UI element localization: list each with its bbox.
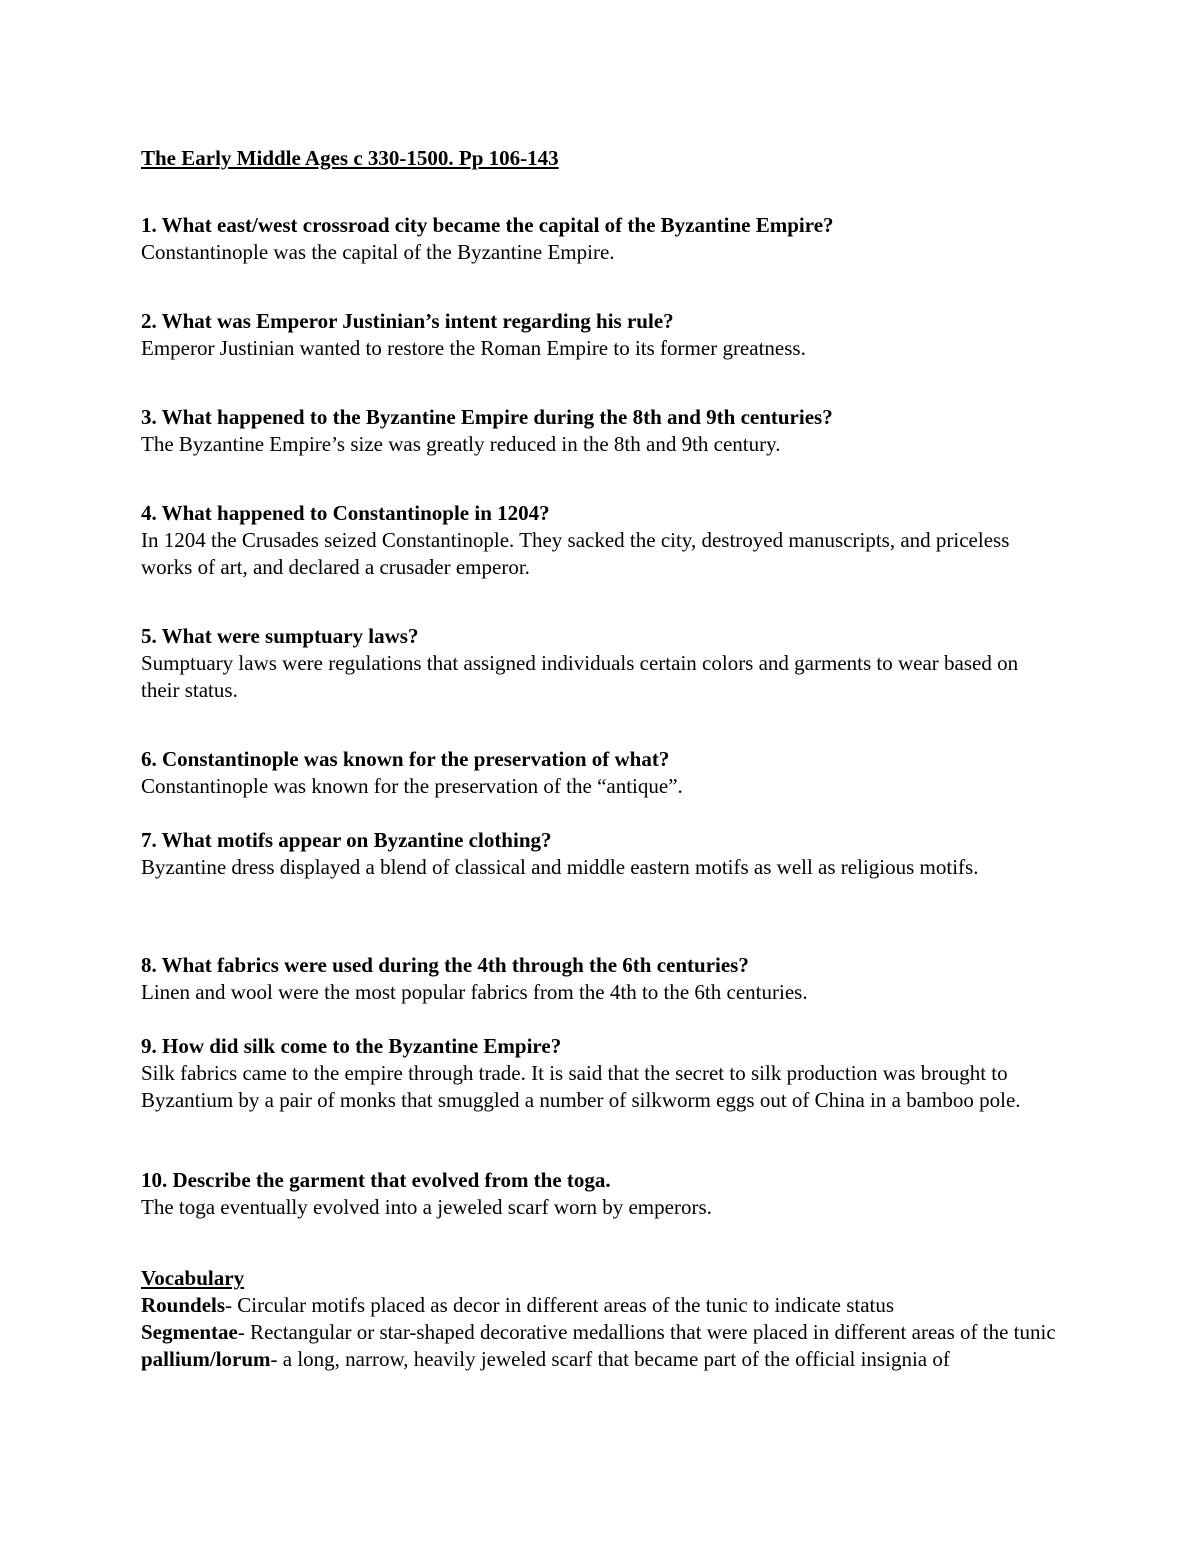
question-text: 4. What happened to Constantinople in 1204? [141,501,550,525]
vocabulary-definition: - a long, narrow, heavily jeweled scarf that became part of the official insignia of [270,1347,950,1371]
answer-text: Linen and wool were the most popular fabrics from the 4th to the 6th centuries. [141,980,808,1004]
question-text: 3. What happened to the Byzantine Empire during the 8th and 9th centuries? [141,405,833,429]
question-text: 10. Describe the garment that evolved from the toga. [141,1168,611,1192]
vocabulary-term: Roundels [141,1293,226,1317]
answer-text: Byzantine dress displayed a blend of classical and middle eastern motifs as well as religious motifs. [141,855,979,879]
question-block-9 [141,1033,1061,1114]
vocabulary-definition: - Circular motifs placed as decor in different areas of the tunic to indicate status [225,1293,895,1317]
question-text: 8. What fabrics were used during the 4th through the 6th centuries? [141,953,749,977]
vocabulary-entry [141,1346,1061,1373]
question-block-2 [141,308,1061,362]
answer-text: In 1204 the Crusades seized Constantinople. They sacked the city, destroyed manuscripts, and priceless works of art, and declared a crusader emperor. [141,528,1010,579]
question-text: 9. How did silk come to the Byzantine Empire? [141,1034,562,1058]
question-text: 5. What were sumptuary laws? [141,624,419,648]
question-text: 2. What was Emperor Justinian’s intent regarding his rule? [141,309,674,333]
question-block-7 [141,827,1061,881]
question-block-3 [141,404,1061,458]
vocabulary-heading: Vocabulary [141,1266,245,1290]
answer-text: The Byzantine Empire’s size was greatly reduced in the 8th and 9th century. [141,432,781,456]
answer-text: Constantinople was the capital of the Byzantine Empire. [141,240,615,264]
question-text: 7. What motifs appear on Byzantine clothing? [141,828,552,852]
answer-text: Sumptuary laws were regulations that assigned individuals certain colors and garments to wear based on their status. [141,651,1019,702]
answer-text: Constantinople was known for the preservation of the “antique”. [141,774,683,798]
question-block-4 [141,500,1061,581]
answer-text: Silk fabrics came to the empire through trade. It is said that the secret to silk production was brought to Byzantium by a pair of monks that smuggled a number of silkworm eggs out of China in a bamboo pole. [141,1061,1021,1112]
answer-text: The toga eventually evolved into a jeweled scarf worn by emperors. [141,1195,712,1219]
question-block-6 [141,746,1061,800]
vocabulary-section [141,1265,1061,1373]
vocabulary-entry [141,1292,1061,1319]
vocabulary-definition: - Rectangular or star-shaped decorative medallions that were placed in different areas of the tunic [237,1320,1056,1344]
question-block-5 [141,623,1061,704]
question-block-8 [141,952,1061,1006]
question-text: 1. What east/west crossroad city became the capital of the Byzantine Empire? [141,213,834,237]
question-block-1 [141,212,1061,266]
question-text: 6. Constantinople was known for the preservation of what? [141,747,670,771]
vocabulary-entry [141,1319,1061,1346]
answer-text: Emperor Justinian wanted to restore the Roman Empire to its former greatness. [141,336,806,360]
vocabulary-term: Segmentae [141,1320,238,1344]
question-block-10 [141,1167,1061,1221]
document-title: The Early Middle Ages c 330-1500. Pp 106-143 [141,146,559,170]
vocabulary-term: pallium/lorum [141,1347,271,1371]
